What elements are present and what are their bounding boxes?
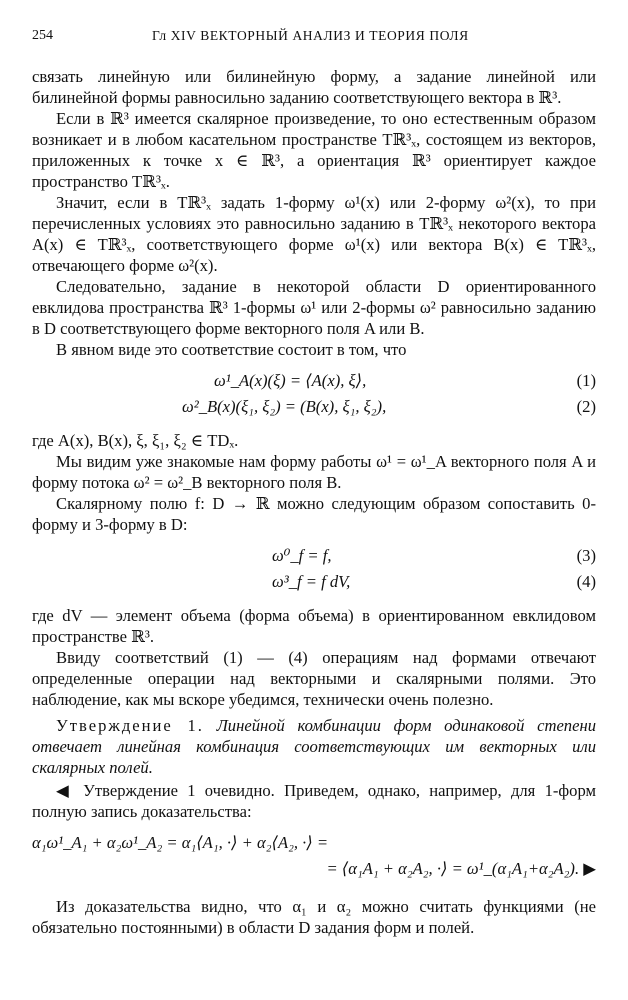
formula-number: (2)	[576, 397, 596, 416]
formula-text: ω²_B(x)(ξ₁, ξ₂) = (B(x), ξ₁, ξ₂),	[182, 397, 387, 416]
proof-formula	[32, 832, 596, 884]
formula-1	[32, 370, 596, 394]
statement-text: Линейной комбинации форм одинаковой степени отвечает линейная комбинация соответствующих им векторных или скалярных полей.	[32, 716, 596, 777]
formula-text: ω⁰_f = f,	[272, 546, 332, 565]
formula-number: (3)	[576, 546, 596, 565]
paragraph: Следовательно, задание в некоторой области D ориентированного евклидова пространства ℝ³ 1-формы ω¹ или 2-формы ω² равносильно заданию в D соответствующего форме векторного поля A или B.	[32, 277, 596, 338]
paragraph: ◀ Утверждение 1 очевидно. Приведем, однако, например, для 1-форм полную запись доказательства:	[32, 781, 596, 821]
statement	[32, 715, 596, 778]
page-header	[32, 28, 596, 50]
paragraph: В явном виде это соответствие состоит в том, что	[56, 340, 407, 359]
formula-2	[32, 396, 596, 420]
formula-4	[32, 571, 596, 595]
statement-label: Утверждение 1.	[56, 716, 204, 735]
paragraph: Из доказательства видно, что α₁ и α₂ можно считать функциями (не обязательно постоянными) в области D задания форм и полей.	[32, 897, 596, 937]
paragraph: Скалярному полю f: D → ℝ можно следующим образом сопоставить 0-форму и 3-форму в D:	[32, 494, 596, 534]
page-number: 254	[32, 28, 53, 43]
paragraph: Ввиду соответствий (1) — (4) операциям над формами отвечают определенные операции над векторными и скалярными полями. Это наблюдение, как мы вскоре убедимся, технически очень полезно.	[32, 648, 596, 709]
formula-text: ω³_f = f dV,	[272, 572, 351, 591]
paragraph: где A(x), B(x), ξ, ξ₁, ξ₂ ∈ TDₓ.	[32, 431, 239, 450]
formula-text: ω¹_A(x)(ξ) = ⟨A(x), ξ⟩,	[214, 371, 367, 390]
paragraph: где dV — элемент объема (форма объема) в ориентированном евклидовом пространстве ℝ³.	[32, 606, 596, 646]
paragraph: связать линейную или билинейную форму, а задание линейной или билинейной формы равносильно заданию соответствующего вектора в ℝ³.	[32, 67, 596, 107]
proof-formula-line-2: = ⟨α₁A₁ + α₂A₂, ·⟩ = ω¹_(α₁A₁+α₂A₂). ▶	[326, 859, 596, 878]
paragraph: Мы видим уже знакомые нам форму работы ω¹ = ω¹_A векторного поля A и форму потока ω² = ω²_B векторного поля B.	[32, 452, 596, 492]
formula-3	[32, 545, 596, 569]
paragraph: Если в ℝ³ имеется скалярное произведение, то оно естественным образом возникает и в любом касательном пространстве Tℝ³ₓ, состоящем из векторов, приложенных к точке x ∈ ℝ³, а ориентация ℝ³ ориентирует каждое пространство Tℝ³ₓ.	[32, 109, 596, 191]
formula-number: (4)	[576, 572, 596, 591]
formula-number: (1)	[576, 371, 596, 390]
paragraph: Значит, если в Tℝ³ₓ задать 1-форму ω¹(x) или 2-форму ω²(x), то при перечисленных условиях это равносильно заданию в Tℝ³ₓ некоторого вектора A(x) ∈ Tℝ³ₓ, соответствующего форме ω¹(x) или вектора B(x) ∈ Tℝ³ₓ, отвечающего форме ω²(x).	[32, 193, 596, 275]
page-body	[32, 66, 596, 938]
proof-formula-line-1: α₁ω¹_A₁ + α₂ω¹_A₂ = α₁⟨A₁, ·⟩ + α₂⟨A₂, ·⟩ =	[32, 833, 329, 852]
running-title: Гл XIV ВЕКТОРНЫЙ АНАЛИЗ И ТЕОРИЯ ПОЛЯ	[152, 28, 469, 43]
